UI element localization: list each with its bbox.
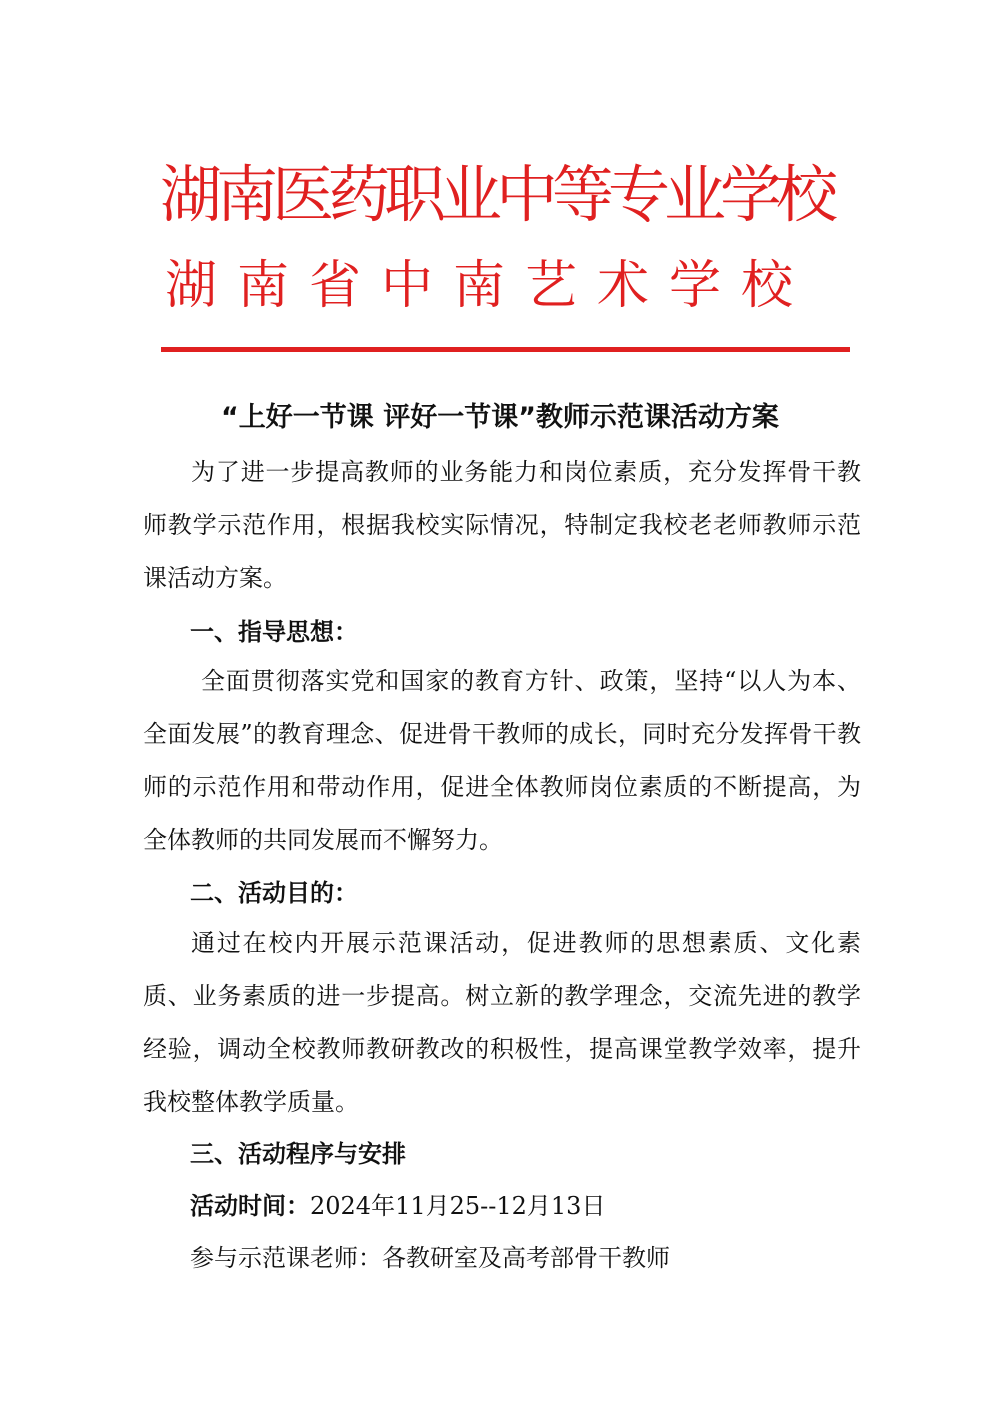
section-heading-activity-purpose: 二、活动目的： [190, 879, 358, 907]
section-heading-guiding-ideology: 一、指导思想： [190, 618, 358, 646]
header-divider [161, 347, 850, 352]
participants-line: 参与示范课老师：各教研室及高考部骨干教师 [190, 1244, 670, 1272]
activity-purpose-paragraph: 通过在校内开展示范课活动，促进教师的思想素质、文化素质、业务素质的进一步提高。树立新的教学理念，交流先进的教学经验，调动全校教师教研教改的积极性，提高课堂教学效率，提升我校整体教学质量。 [143, 929, 861, 1116]
activity-time-label: 活动时间： [190, 1192, 310, 1220]
school-name-primary: 湖南医药职业中等专业学校 [160, 158, 833, 231]
guiding-ideology-paragraph: 全面贯彻落实党和国家的教育方针、政策，坚持“以人为本、全面发展”的教育理念、促进骨干教师的成长，同时充分发挥骨干教师的示范作用和带动作用，促进全体教师岗位素质的不断提高，为全体教师的共同发展而不懈努力。 [143, 667, 861, 854]
activity-time-value: 2024年11月25--12月13日 [310, 1192, 606, 1220]
document-title: “上好一节课 评好一节课”教师示范课活动方案 [221, 402, 779, 433]
school-name-secondary: 湖南省中南艺术学校 [165, 256, 814, 316]
intro-paragraph: 为了进一步提高教师的业务能力和岗位素质，充分发挥骨干教师教学示范作用，根据我校实际情况，特制定我校老老师教师示范课活动方案。 [143, 458, 861, 592]
activity-time-line [190, 1186, 605, 1226]
section-heading-procedure: 三、活动程序与安排 [190, 1140, 406, 1168]
